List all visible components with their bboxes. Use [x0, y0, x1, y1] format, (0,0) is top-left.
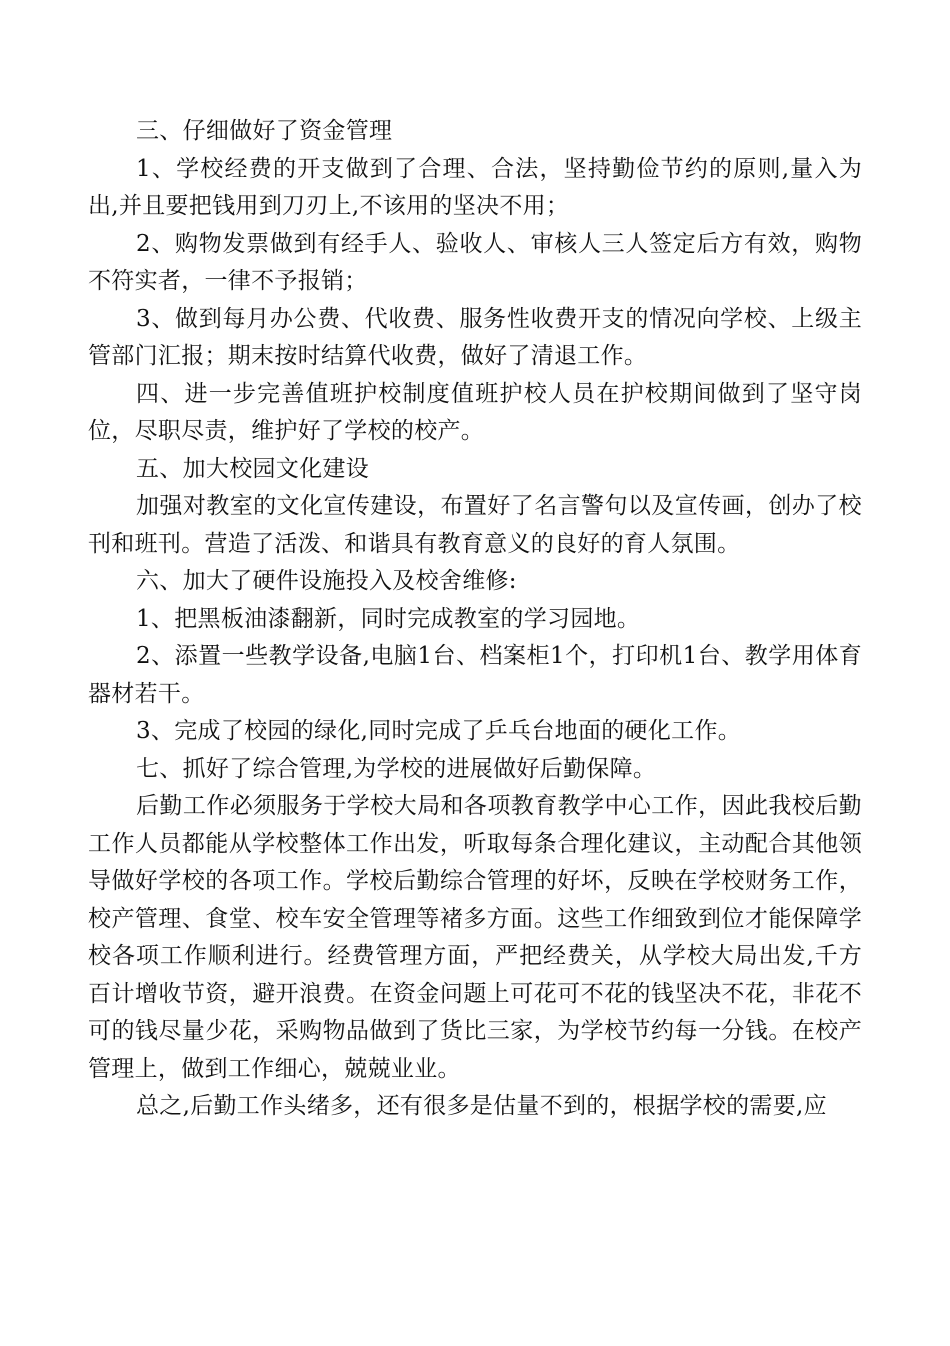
section-heading-7: 七、抓好了综合管理,为学校的进展做好后勤保障。 — [136, 755, 657, 782]
section-heading-6: 六、加大了硬件设施投入及校舍维修: — [136, 568, 517, 594]
paragraph: 加强对教室的文化宣传建设，布置好了名言警句以及宣传画，创办了校刊和班刊。营造了活泼、和谐具有教育意义的良好的育人氛围。 — [88, 493, 862, 557]
paragraph: 1、学校经费的开支做到了合理、合法，坚持勤俭节约的原则,量入为出,并且要把钱用到刀刃上,不该用的坚决不用； — [88, 155, 862, 219]
section-heading-4: 四、进一步完善值班护校制度值班护校人员在护校期间做到了坚守岗位，尽职尽责，维护好了学校的校产。 — [88, 380, 862, 444]
paragraph: 2、添置一些教学设备,电脑1台、档案柜1个，打印机1台、教学用体育器材若干。 — [88, 643, 862, 707]
paragraph: 2、购物发票做到有经手人、验收人、审核人三人签定后方有效，购物不符实者，一律不予报销； — [88, 230, 862, 294]
section-heading-5: 五、加大校园文化建设 — [136, 455, 369, 482]
paragraph: 1、把黑板油漆翻新，同时完成教室的学习园地。 — [136, 605, 641, 632]
paragraph: 3、完成了校园的绿化,同时完成了乒乓台地面的硬化工作。 — [136, 718, 742, 744]
paragraph: 3、做到每月办公费、代收费、服务性收费开支的情况向学校、上级主管部门汇报；期末按时结算代收费，做好了清退工作。 — [88, 305, 862, 369]
paragraph: 总之,后勤工作头绪多，还有很多是估量不到的，根据学校的需要,应 — [136, 1093, 827, 1119]
section-heading-3: 三、仔细做好了资金管理 — [136, 118, 393, 144]
document-body — [88, 113, 862, 1126]
paragraph: 后勤工作必须服务于学校大局和各项教育教学中心工作，因此我校后勤工作人员都能从学校整体工作出发，听取每条合理化建议，主动配合其他领导做好学校的各项工作。学校后勤综合管理的好坏，反映在学校财务工作，校产管理、食堂、校车安全管理等褚多方面。这些工作细致到位才能保障学校各项工作顺利进行。经费管理方面，严把经费关，从学校大局出发,千方百计增收节资，避开浪费。在资金问题上可花可不花的钱坚决不花，非花不可的钱尽量少花，采购物品做到了货比三家，为学校节约每一分钱。在校产管理上，做到工作细心，兢兢业业。 — [88, 793, 862, 1082]
